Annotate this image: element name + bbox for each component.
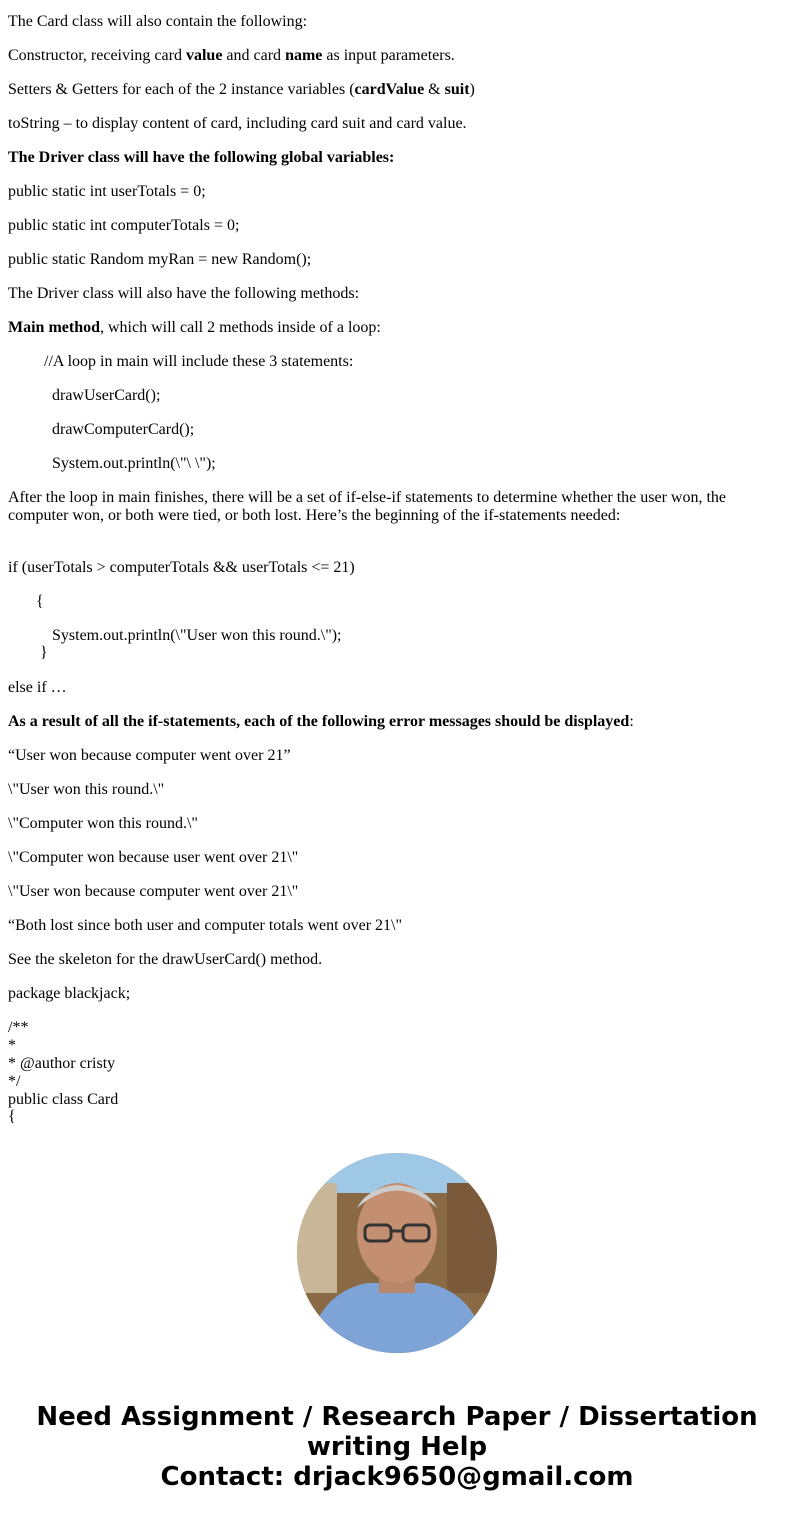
code-line: else if … [8, 679, 67, 696]
message-line: \"Computer won this round.\" [8, 815, 198, 832]
person-portrait-icon [297, 1153, 497, 1353]
bold-text: value [185, 47, 223, 64]
text: : [629, 713, 634, 730]
code-line: //A loop in main will include these 3 statements: [44, 353, 354, 370]
text: as input parameters. [322, 47, 455, 64]
footer-contact: Contact: drjack9650@gmail.com [160, 1462, 634, 1492]
code-line: /** [8, 1019, 29, 1036]
bold-text: name [285, 47, 323, 64]
code-line: */ [8, 1073, 21, 1090]
code-line: * [8, 1037, 16, 1054]
code-line: public static int userTotals = 0; [8, 183, 206, 200]
footer-line: Need Assignment / Research Paper / Dissertation [36, 1402, 758, 1432]
text: Setters & Getters for each of the 2 instance variables ( [8, 81, 355, 98]
code-line: { [8, 1108, 16, 1125]
text-line [8, 81, 475, 99]
text: ) [469, 81, 475, 98]
text-line: The Card class will also contain the following: [8, 13, 308, 30]
text-line [8, 47, 455, 65]
code-line: public static Random myRan = new Random(); [8, 251, 312, 268]
code-line: { [36, 593, 44, 610]
bold-text: As a result of all the if-statements, each of the following error messages should be displayed [8, 713, 630, 730]
code-line: if (userTotals > computerTotals && userTotals <= 21) [8, 559, 355, 576]
avatar-photo [297, 1153, 497, 1353]
text-line: See the skeleton for the drawUserCard() method. [8, 951, 323, 968]
paragraph: After the loop in main finishes, there will be a set of if-else-if statements to determine whether the user won, the computer won, or both were tied, or both lost. Here’s the beginning of the if-statements needed: [8, 489, 726, 524]
message-line: \"User won because computer went over 21\" [8, 883, 299, 900]
message-line: \"Computer won because user went over 21\" [8, 849, 299, 866]
message-line: \"User won this round.\" [8, 781, 165, 798]
text: , which will call 2 methods inside of a loop: [100, 319, 381, 336]
code-line: * @author cristy [8, 1055, 116, 1072]
text-line: The Driver class will also have the following methods: [8, 285, 360, 302]
code-line: public static int computerTotals = 0; [8, 217, 240, 234]
code-line: drawUserCard(); [52, 387, 161, 404]
code-line: System.out.println(\"\ \"); [52, 455, 216, 472]
bold-text: suit [444, 81, 470, 98]
code-line: System.out.println(\"User won this round.\"); [52, 627, 342, 644]
code-line: drawComputerCard(); [52, 421, 195, 438]
code-line: } [40, 644, 48, 661]
message-line: “Both lost since both user and computer totals went over 21\" [8, 917, 403, 934]
text-line [8, 319, 381, 337]
text: and card [222, 47, 286, 64]
code-line: public class Card [8, 1091, 119, 1108]
bold-text: cardValue [354, 81, 425, 98]
text-line: toString – to display content of card, including card suit and card value. [8, 115, 467, 132]
footer-line: writing Help [306, 1432, 488, 1462]
bold-text: Main method [8, 319, 100, 336]
footer-banner [0, 1402, 794, 1492]
code-line: package blackjack; [8, 985, 131, 1002]
text: Constructor, receiving card [8, 47, 186, 64]
heading: The Driver class will have the following global variables: [8, 149, 395, 166]
text-line [8, 713, 634, 731]
message-line: “User won because computer went over 21” [8, 747, 291, 764]
text: & [424, 81, 445, 98]
